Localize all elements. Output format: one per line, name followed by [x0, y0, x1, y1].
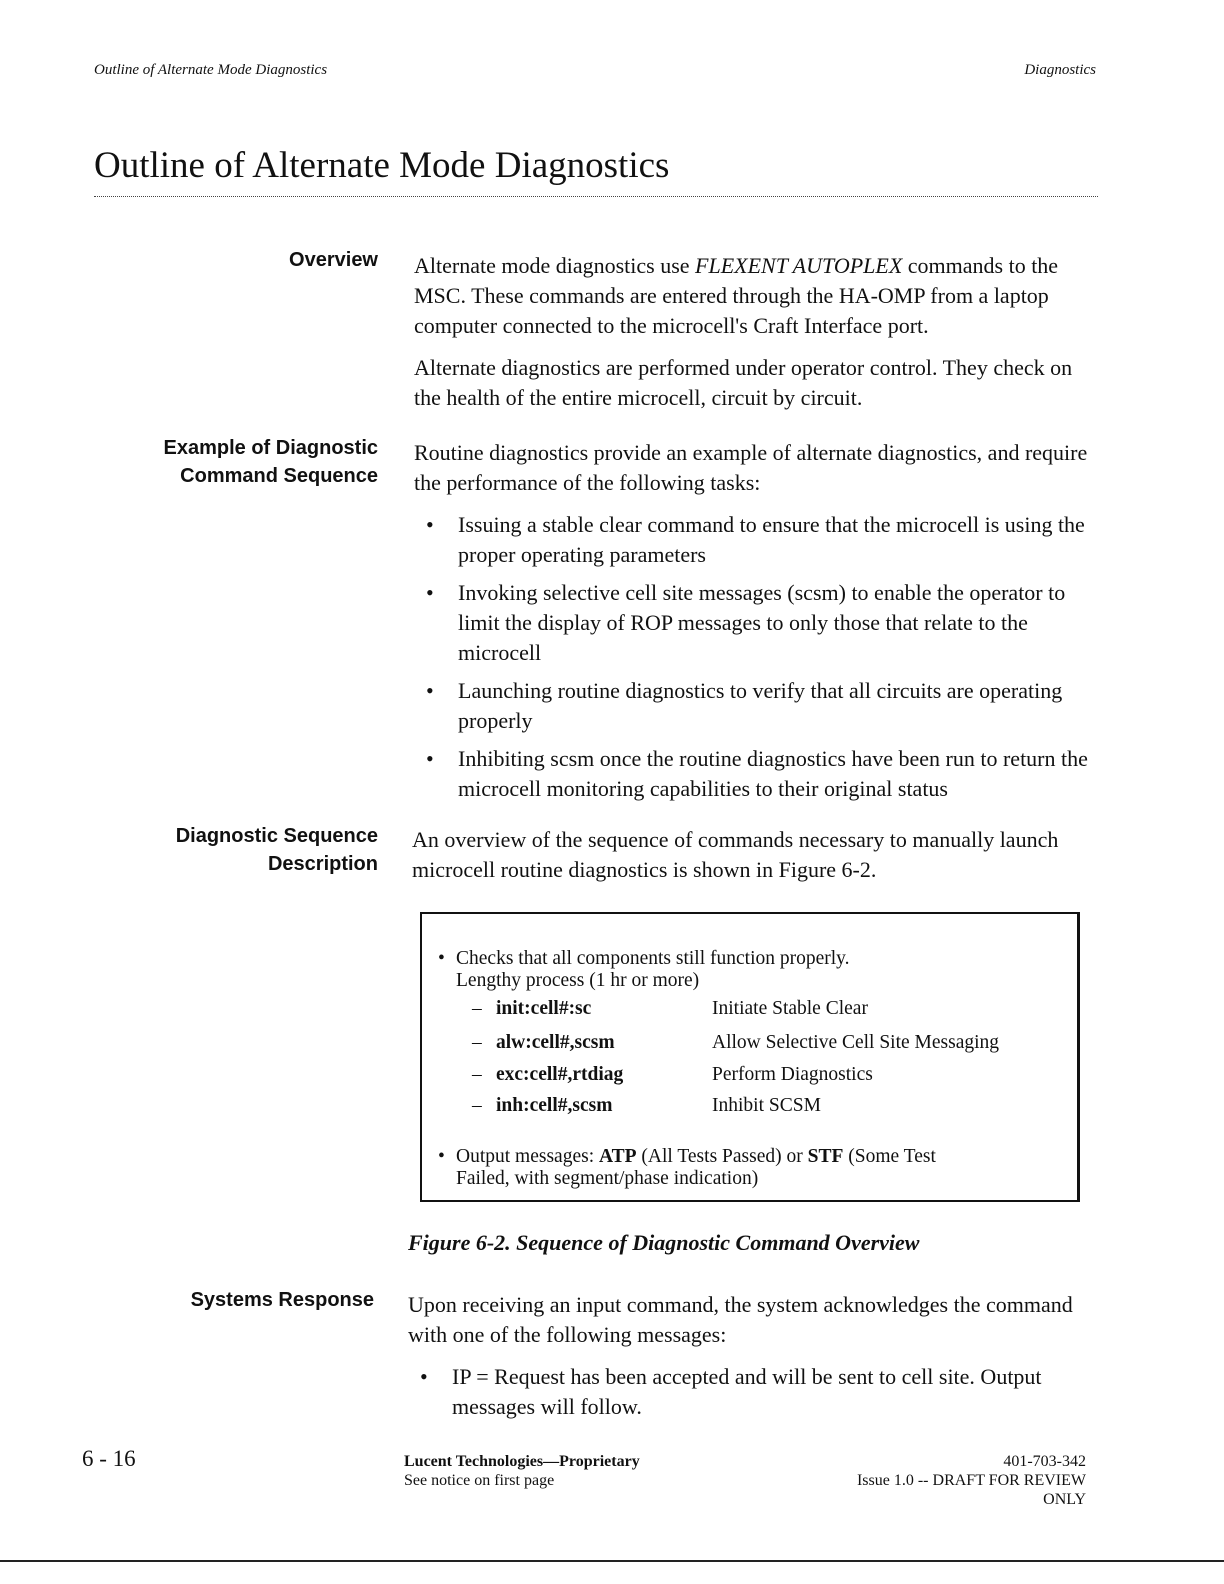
overview-paragraph-1 [414, 251, 1104, 341]
list-item [410, 1362, 1098, 1422]
command-description: Initiate Stable Clear [712, 998, 868, 1019]
overview-label: Overview [289, 249, 378, 271]
example-label-line-1: Example of Diagnostic [163, 437, 378, 459]
dash-icon: – [472, 1032, 482, 1053]
list-item [416, 578, 1104, 668]
running-header-left: Outline of Alternate Mode Diagnostics [94, 62, 328, 78]
sequence-text: An overview of the sequence of commands necessary to manually launch microcell routine diagnostics is shown in Figure 6-2. [412, 827, 1059, 882]
example-label [78, 434, 378, 490]
sequence-label [78, 822, 378, 878]
sequence-label-line-1: Diagnostic Sequence [175, 825, 378, 847]
atp-code: ATP [598, 1146, 637, 1167]
bullet-icon: • [438, 948, 445, 969]
systems-response-body [408, 1290, 1098, 1430]
footer-notice: See notice on first page [404, 1472, 555, 1489]
list-item-text: Invoking selective cell site messages (scsm) to enable the operator to limit the display of ROP messages to only those that relate to the microcell [458, 580, 1066, 665]
stf-code: STF [807, 1146, 844, 1167]
example-intro: Routine diagnostics provide an example of alternate diagnostics, and require the performance of the following tasks: [414, 440, 1088, 495]
bullet-icon: • [426, 678, 434, 703]
dash-icon: – [472, 998, 482, 1019]
command-code: exc:cell#,rtdiag [496, 1064, 624, 1085]
command-row [472, 1095, 1052, 1121]
figure-bullet-1-line-1: Checks that all components still function properly. [456, 948, 850, 969]
task-list [416, 510, 1104, 804]
figure-bullet-1 [438, 948, 850, 992]
overview-body [414, 251, 1104, 425]
list-item-text: IP = Request has been accepted and will be sent to cell site. Output messages will follow. [452, 1364, 1042, 1419]
figure-bullet-1-line-2: Lengthy process (1 hr or more) [456, 970, 700, 991]
list-item-text: Inhibiting scsm once the routine diagnostics have been run to return the microcell monitoring capabilities to their original status [458, 746, 1088, 801]
bullet-icon: • [438, 1146, 445, 1167]
bullet-icon: • [426, 512, 434, 537]
figure-caption: Figure 6-2. Sequence of Diagnostic Command Overview [408, 1230, 920, 1255]
example-label-line-2: Command Sequence [180, 465, 378, 487]
overview-paragraph-2: Alternate diagnostics are performed under operator control. They check on the health of the entire microcell, circuit by circuit. [414, 355, 1073, 410]
command-code: init:cell#:sc [496, 998, 592, 1019]
output-messages-label: Output messages: [456, 1146, 599, 1167]
overview-text-b: commands to the MSC. These commands are entered through the HA-OMP from a laptop computer connected to the microcell's Craft Interface port. [414, 253, 1059, 338]
example-body [414, 438, 1104, 812]
dash-icon: – [472, 1064, 482, 1085]
bullet-icon: • [420, 1364, 428, 1389]
bullet-icon: • [426, 580, 434, 605]
list-item-text: Issuing a stable clear command to ensure that the microcell is using the proper operating parameters [458, 512, 1085, 567]
product-name: FLEXENT AUTOPLEX [695, 253, 903, 278]
command-code: inh:cell#,scsm [496, 1095, 613, 1116]
command-description: Perform Diagnostics [712, 1064, 873, 1085]
footer-right [766, 1452, 1086, 1509]
page-number: 6 - 16 [82, 1446, 136, 1471]
list-item [416, 510, 1104, 570]
list-item [416, 744, 1104, 804]
footer-center [404, 1452, 640, 1490]
command-description: Inhibit SCSM [712, 1095, 821, 1116]
sequence-label-line-2: Description [267, 853, 378, 875]
systems-response-intro: Upon receiving an input command, the system acknowledges the command with one of the following messages: [408, 1292, 1073, 1347]
figure-box [420, 912, 1080, 1202]
response-list [410, 1362, 1098, 1422]
list-item [416, 676, 1104, 736]
running-header-right: Diagnostics [1024, 62, 1096, 78]
issue-line-1: Issue 1.0 -- DRAFT FOR REVIEW [856, 1472, 1086, 1489]
bullet-icon: • [426, 746, 434, 771]
command-row [472, 1064, 1052, 1090]
stf-description: (Some Test [843, 1146, 936, 1167]
bottom-rule [0, 1560, 1224, 1562]
atp-description: (All Tests Passed) or [636, 1146, 808, 1167]
command-description: Allow Selective Cell Site Messaging [712, 1032, 1000, 1053]
page-title: Outline of Alternate Mode Diagnostics [94, 145, 670, 186]
document-number: 401-703-342 [1003, 1453, 1086, 1470]
figure-bullet-2 [438, 1146, 936, 1190]
title-divider [94, 196, 1098, 197]
command-row [472, 1032, 1052, 1058]
list-item-text: Launching routine diagnostics to verify that all circuits are operating properly [458, 678, 1063, 733]
figure-bullet-2-line-1 [456, 1146, 936, 1168]
dash-icon: – [472, 1095, 482, 1116]
sequence-body [412, 825, 1102, 897]
systems-response-label: Systems Response [190, 1289, 374, 1311]
command-row [472, 998, 1052, 1024]
figure-bullet-2-line-2: Failed, with segment/phase indication) [456, 1168, 759, 1189]
issue-line-2: ONLY [1043, 1491, 1086, 1508]
overview-text-a: Alternate mode diagnostics use [414, 253, 696, 278]
command-code: alw:cell#,scsm [496, 1032, 615, 1053]
footer-company: Lucent Technologies—Proprietary [404, 1453, 640, 1470]
